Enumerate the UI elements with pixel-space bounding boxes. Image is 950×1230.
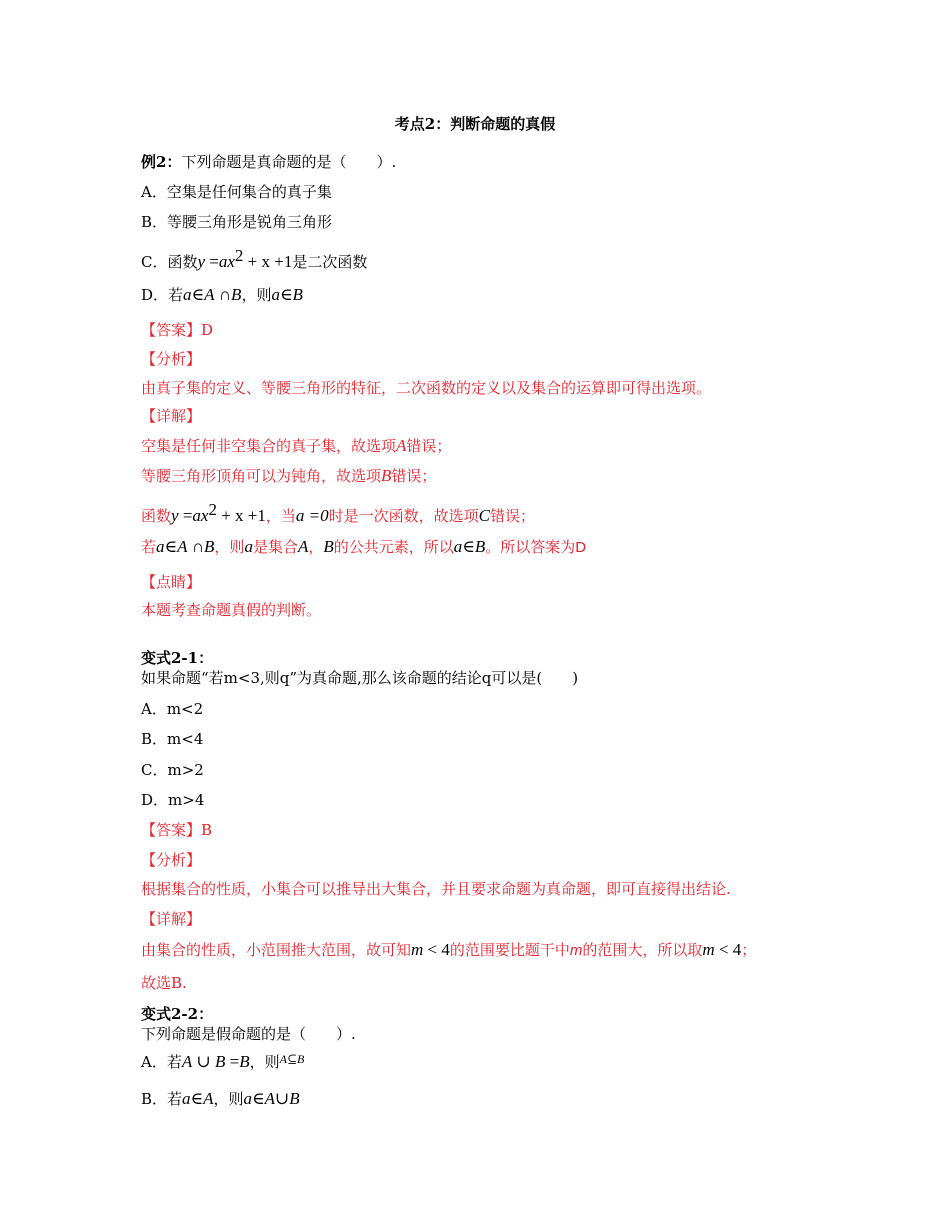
option-a: A．若A ∪ B =B，则A⊆B [141, 1052, 305, 1071]
detail-line-1: 空集是任何非空集合的真子集，故选项A错误； [141, 436, 452, 455]
option-b: B．m<4 [141, 730, 204, 748]
analysis-text: 由真子集的定义、等腰三角形的特征，二次函数的定义以及集合的运算即可得出选项。 [141, 379, 712, 397]
question-text: 下列命题是真命题的是（ ）. [181, 153, 397, 171]
variant-2-1-label: 变式2-1： [141, 649, 214, 667]
variant-2-2-question: 下列命题是假命题的是（ ）. [141, 1025, 356, 1043]
comment-text: 本题考查命题真假的判断。 [141, 601, 322, 619]
analysis-label: 【分析】 [141, 851, 202, 869]
option-a: A．空集是任何集合的真子集 [141, 183, 332, 201]
option-c: C．函数$y =ax^2 + x +1$是二次函数 [141, 246, 368, 271]
option-b: B．若a∈A，则a∈A∪B [141, 1089, 300, 1108]
option-c: C．m>2 [141, 761, 204, 779]
example-label: 例2： [141, 153, 182, 171]
analysis-text: 根据集合的性质，小集合可以推导出大集合，并且要求命题为真命题，即可直接得出结论. [141, 880, 731, 898]
variant-2-2-label: 变式2-2： [141, 1005, 214, 1023]
option-b: B．等腰三角形是锐角三角形 [141, 213, 333, 231]
detail-line-4: 若a∈A ∩B，则a是集合A，B的公共元素，所以a∈B。所以答案为D [141, 537, 587, 556]
analysis-label: 【分析】 [141, 350, 202, 368]
option-a: A．m<2 [141, 700, 204, 718]
answer-label: 【答案】B [141, 821, 213, 839]
option-d: D．m>4 [141, 791, 205, 809]
variant-2-1-question: 如果命题“若m<3,则q”为真命题,那么该命题的结论q可以是( ) [141, 669, 579, 687]
option-d: D．若a∈A ∩B，则a∈B [141, 285, 303, 304]
comment-label: 【点睛】 [141, 573, 202, 591]
detail-line-2: 故选B. [141, 974, 187, 992]
detail-line-3: 函数$y =ax^2 + x +1$，当a =0时是一次函数，故选项C错误； [141, 500, 536, 525]
detail-line-1: 由集合的性质，小范围推大范围，故可知m < 4的范围要比题干中m的范围大，所以取m < 4； [141, 940, 757, 959]
section-title: 考点2：判断命题的真假 [394, 115, 556, 133]
answer-label: 【答案】D [141, 321, 214, 339]
example-2-question [141, 152, 396, 172]
detail-line-2: 等腰三角形顶角可以为钝角，故选项B错误； [141, 466, 437, 485]
detail-label: 【详解】 [141, 407, 202, 425]
detail-label: 【详解】 [141, 910, 202, 928]
